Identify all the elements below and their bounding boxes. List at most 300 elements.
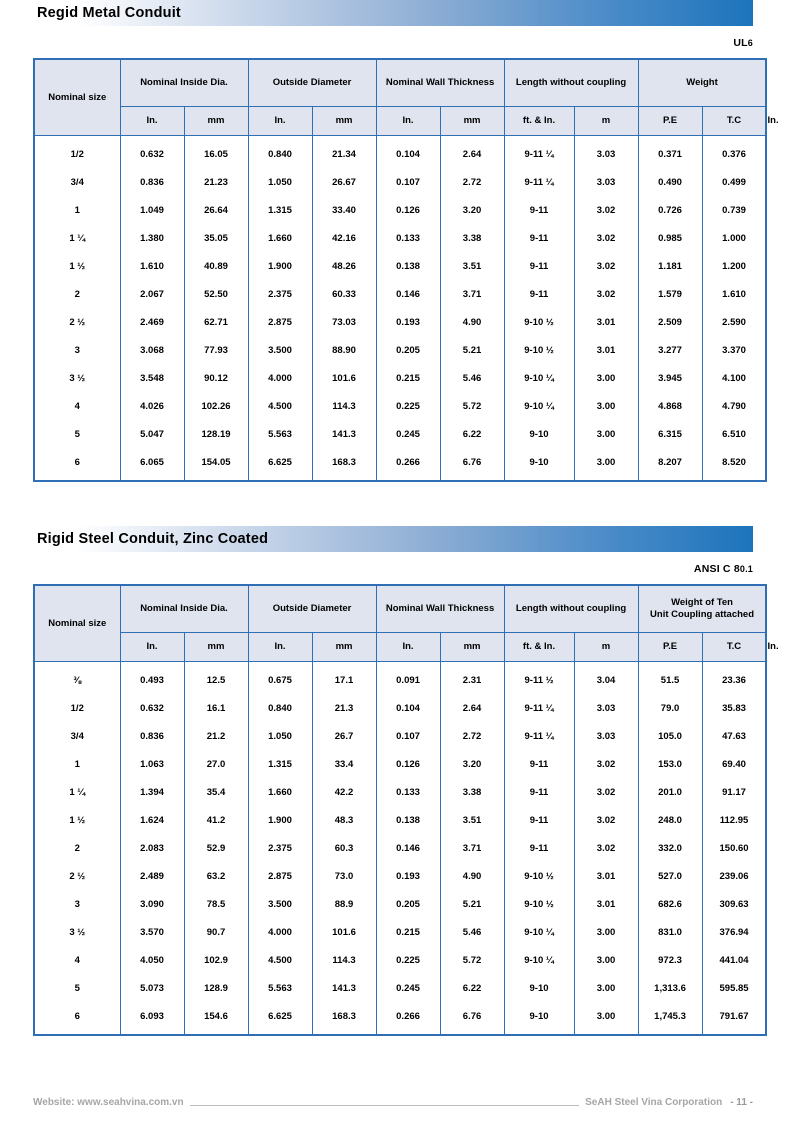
table-cell: 0.632: [120, 136, 184, 169]
table-cell: 0.193: [376, 308, 440, 336]
table-cell: 9-10: [504, 448, 574, 481]
page-footer: [33, 1097, 753, 1108]
table-cell: 2.509: [638, 308, 702, 336]
rigid-steel-conduit-zinc-coated-table: [33, 584, 779, 1036]
table-cell: 79.0: [638, 694, 702, 722]
table-cell: 1.579: [638, 280, 702, 308]
footer-page-number: - 11 -: [730, 1097, 753, 1108]
table-cell: 5.563: [248, 420, 312, 448]
table-cell: 4.050: [120, 946, 184, 974]
table-cell: 6.76: [440, 1002, 504, 1035]
table-cell: 3.00: [574, 974, 638, 1002]
table-cell: 9-10 ½: [504, 336, 574, 364]
table-cell: 102.26: [184, 392, 248, 420]
table-cell: 3.02: [574, 196, 638, 224]
table-cell: 73.03: [312, 308, 376, 336]
table-cell: 0.376: [702, 136, 766, 169]
table-cell: 0.215: [376, 364, 440, 392]
table-cell: 4.500: [248, 392, 312, 420]
table-cell: 3.71: [440, 834, 504, 862]
header-weight: Weight: [638, 59, 766, 107]
table-cell: 1,745.3: [638, 1002, 702, 1035]
table-cell: 3.04: [574, 662, 638, 695]
table-cell: 0.104: [376, 694, 440, 722]
table1-group-header-row: [34, 59, 766, 107]
unit-wall-in: mm: [440, 107, 504, 136]
table-cell: 831.0: [638, 918, 702, 946]
header-weight-of-ten: [638, 585, 766, 633]
table-cell: 88.90: [312, 336, 376, 364]
table-cell: 3.38: [440, 778, 504, 806]
table-cell: 0.836: [120, 168, 184, 196]
table-cell: 3.03: [574, 694, 638, 722]
table-cell: 9-11: [504, 778, 574, 806]
table-cell: 0.107: [376, 168, 440, 196]
table-cell: 3.00: [574, 364, 638, 392]
header-nominal-wall-thickness: Nominal Wall Thickness: [376, 585, 504, 633]
table-cell: 3.20: [440, 196, 504, 224]
unit-outside-mm: In.: [376, 633, 440, 662]
standard-text-1-small: 6: [747, 38, 753, 48]
cell-nominal-size: 4: [34, 946, 120, 974]
table-cell: 154.6: [184, 1002, 248, 1035]
cell-nominal-size: 1: [34, 750, 120, 778]
table-cell: 9-11: [504, 806, 574, 834]
table-cell: 1.315: [248, 196, 312, 224]
table-cell: 5.563: [248, 974, 312, 1002]
table-cell: 4.90: [440, 308, 504, 336]
table-cell: 3.370: [702, 336, 766, 364]
table-cell: 101.6: [312, 364, 376, 392]
table-row: [34, 778, 766, 806]
table-cell: 2.31: [440, 662, 504, 695]
table-cell: 2.875: [248, 862, 312, 890]
table-cell: 1.380: [120, 224, 184, 252]
table-cell: 9-11: [504, 750, 574, 778]
cell-nominal-size: 6: [34, 1002, 120, 1035]
table-cell: 47.63: [702, 722, 766, 750]
table-cell: 9-11 ¼: [504, 136, 574, 169]
table-cell: 3.945: [638, 364, 702, 392]
table-cell: 91.17: [702, 778, 766, 806]
table-cell: 1.660: [248, 224, 312, 252]
table-row: [34, 662, 766, 695]
table-cell: 73.0: [312, 862, 376, 890]
cell-nominal-size: 3: [34, 336, 120, 364]
table-cell: 1.315: [248, 750, 312, 778]
table-cell: 0.126: [376, 196, 440, 224]
table-cell: 2.375: [248, 280, 312, 308]
table-cell: 48.3: [312, 806, 376, 834]
table2-group-header-row: [34, 585, 766, 633]
table-cell: 8.520: [702, 448, 766, 481]
table-cell: 3.38: [440, 224, 504, 252]
header-nominal-inside-dia: Nominal Inside Dia.: [120, 59, 248, 107]
table-cell: 5.047: [120, 420, 184, 448]
table-row: [34, 890, 766, 918]
table-cell: 1.610: [702, 280, 766, 308]
table-cell: 114.3: [312, 392, 376, 420]
cell-nominal-size: 3: [34, 890, 120, 918]
table-cell: 42.16: [312, 224, 376, 252]
table-cell: 0.985: [638, 224, 702, 252]
table-cell: 102.9: [184, 946, 248, 974]
unit-wall-in: mm: [440, 633, 504, 662]
unit-wall-mm: ft. & In.: [504, 633, 574, 662]
table-cell: 5.21: [440, 336, 504, 364]
table-cell: 0.146: [376, 280, 440, 308]
table-cell: 63.2: [184, 862, 248, 890]
cell-nominal-size: 2: [34, 280, 120, 308]
table-cell: 9-11: [504, 196, 574, 224]
table-cell: 0.146: [376, 834, 440, 862]
table-cell: 16.05: [184, 136, 248, 169]
table-cell: 527.0: [638, 862, 702, 890]
cell-nominal-size: 3/4: [34, 722, 120, 750]
table-cell: 3.02: [574, 224, 638, 252]
cell-nominal-size: 3/4: [34, 168, 120, 196]
header-length-without-coupling: Length without coupling: [504, 59, 638, 107]
table-cell: 0.205: [376, 336, 440, 364]
table-cell: 3.01: [574, 890, 638, 918]
table-cell: 4.90: [440, 862, 504, 890]
table-cell: 4.026: [120, 392, 184, 420]
table-cell: 0.490: [638, 168, 702, 196]
table-row: [34, 750, 766, 778]
cell-nominal-size: ⅜: [34, 662, 120, 695]
table-cell: 9-11 ¼: [504, 722, 574, 750]
table-cell: 0.266: [376, 448, 440, 481]
header-outside-diameter: Outside Diameter: [248, 59, 376, 107]
table-cell: 4.868: [638, 392, 702, 420]
table-cell: 33.4: [312, 750, 376, 778]
table-row: [34, 308, 766, 336]
table-cell: 791.67: [702, 1002, 766, 1035]
table-cell: 0.133: [376, 778, 440, 806]
table-cell: 0.726: [638, 196, 702, 224]
table-cell: 0.133: [376, 224, 440, 252]
cell-nominal-size: 1/2: [34, 136, 120, 169]
table-cell: 5.72: [440, 946, 504, 974]
unit-inside-mm: In.: [248, 633, 312, 662]
standard-label-1: [33, 37, 753, 49]
table-cell: 23.36: [702, 662, 766, 695]
table-cell: 26.64: [184, 196, 248, 224]
table-cell: 69.40: [702, 750, 766, 778]
table-cell: 3.51: [440, 806, 504, 834]
table-cell: 77.93: [184, 336, 248, 364]
table-row: [34, 834, 766, 862]
table-cell: 9-10 ¼: [504, 946, 574, 974]
table-cell: 0.499: [702, 168, 766, 196]
table-cell: 5.72: [440, 392, 504, 420]
table-cell: 1.900: [248, 252, 312, 280]
table-cell: 3.01: [574, 308, 638, 336]
table-cell: 2.875: [248, 308, 312, 336]
table-cell: 3.51: [440, 252, 504, 280]
table-cell: 1.200: [702, 252, 766, 280]
table-cell: 3.02: [574, 280, 638, 308]
table-cell: 2.489: [120, 862, 184, 890]
table-cell: 2.64: [440, 694, 504, 722]
table-row: [34, 694, 766, 722]
table-cell: 150.60: [702, 834, 766, 862]
unit-inside-in: mm: [184, 107, 248, 136]
table-cell: 201.0: [638, 778, 702, 806]
table-cell: 9-10: [504, 974, 574, 1002]
table-cell: 5.46: [440, 918, 504, 946]
table2-unit-header-row: In. mm In. mm In. mm ft. & In. m P.E T.C In.: [34, 633, 766, 662]
table-cell: 0.840: [248, 694, 312, 722]
table-cell: 3.00: [574, 392, 638, 420]
table-cell: 4.000: [248, 364, 312, 392]
table-cell: 90.12: [184, 364, 248, 392]
header-length-without-coupling: Length without coupling: [504, 585, 638, 633]
table-cell: 248.0: [638, 806, 702, 834]
table-cell: 35.4: [184, 778, 248, 806]
table-cell: 5.46: [440, 364, 504, 392]
table-cell: 0.245: [376, 420, 440, 448]
table-cell: 595.85: [702, 974, 766, 1002]
table-cell: 52.9: [184, 834, 248, 862]
header-outside-diameter: Outside Diameter: [248, 585, 376, 633]
table-cell: 9-10 ½: [504, 890, 574, 918]
table-cell: 62.71: [184, 308, 248, 336]
table-cell: 3.548: [120, 364, 184, 392]
table-cell: 0.266: [376, 1002, 440, 1035]
unit-outside-mm: In.: [376, 107, 440, 136]
table-cell: 1.181: [638, 252, 702, 280]
table-cell: 376.94: [702, 918, 766, 946]
table-cell: 6.625: [248, 1002, 312, 1035]
table-cell: 9-10 ½: [504, 862, 574, 890]
table-cell: 0.205: [376, 890, 440, 918]
unit-inside-mm: In.: [248, 107, 312, 136]
table-cell: 6.625: [248, 448, 312, 481]
table-cell: 21.3: [312, 694, 376, 722]
table-cell: 0.138: [376, 252, 440, 280]
table-cell: 9-11 ½: [504, 662, 574, 695]
table-cell: 52.50: [184, 280, 248, 308]
unit-nominal-size: In.: [120, 107, 184, 136]
unit-weight-pe: T.C: [702, 633, 766, 662]
unit-length-ftin: m: [574, 633, 638, 662]
footer-website[interactable]: Website: www.seahvina.com.vn: [33, 1097, 184, 1108]
table-cell: 0.225: [376, 392, 440, 420]
table-cell: 9-10: [504, 420, 574, 448]
table-row: [34, 336, 766, 364]
table-row: [34, 1002, 766, 1035]
table-cell: 26.67: [312, 168, 376, 196]
table-cell: 9-11: [504, 224, 574, 252]
table-cell: 1.000: [702, 224, 766, 252]
unit-wall-mm: ft. & In.: [504, 107, 574, 136]
header-nominal-wall-thickness: Nominal Wall Thickness: [376, 59, 504, 107]
cell-nominal-size: 1 ¼: [34, 224, 120, 252]
table-cell: 3.03: [574, 136, 638, 169]
table2-body: [34, 662, 766, 1036]
table-cell: 3.570: [120, 918, 184, 946]
table-cell: 21.23: [184, 168, 248, 196]
table-row: [34, 252, 766, 280]
cell-nominal-size: 3 ½: [34, 364, 120, 392]
unit-weight-pe: T.C: [702, 107, 766, 136]
cell-nominal-size: 2 ½: [34, 308, 120, 336]
header-nominal-inside-dia: Nominal Inside Dia.: [120, 585, 248, 633]
table-cell: 51.5: [638, 662, 702, 695]
table-cell: 0.493: [120, 662, 184, 695]
table-row: [34, 196, 766, 224]
table-cell: 0.107: [376, 722, 440, 750]
table-cell: 9-10 ¼: [504, 918, 574, 946]
table-cell: 9-11: [504, 834, 574, 862]
table-row: [34, 918, 766, 946]
table-cell: 3.01: [574, 336, 638, 364]
table-cell: 9-11 ¼: [504, 694, 574, 722]
table-row: [34, 168, 766, 196]
table-row: [34, 364, 766, 392]
table-cell: 6.22: [440, 420, 504, 448]
cell-nominal-size: 1 ¼: [34, 778, 120, 806]
table-cell: 105.0: [638, 722, 702, 750]
table-cell: 21.2: [184, 722, 248, 750]
cell-nominal-size: 2 ½: [34, 862, 120, 890]
table-cell: 9-10 ¼: [504, 392, 574, 420]
unit-outside-in: mm: [312, 107, 376, 136]
table-cell: 4.000: [248, 918, 312, 946]
table-cell: 0.215: [376, 918, 440, 946]
table-cell: 78.5: [184, 890, 248, 918]
section-title-bar-1: [33, 0, 753, 26]
table-cell: 3.500: [248, 890, 312, 918]
table-cell: 0.371: [638, 136, 702, 169]
table-cell: 1.900: [248, 806, 312, 834]
table-cell: 114.3: [312, 946, 376, 974]
table-row: [34, 448, 766, 481]
table-cell: 1.050: [248, 168, 312, 196]
unit-nominal-size: In.: [120, 633, 184, 662]
table-cell: 0.138: [376, 806, 440, 834]
table-cell: 41.2: [184, 806, 248, 834]
table-cell: 3.02: [574, 252, 638, 280]
unit-outside-in: mm: [312, 633, 376, 662]
section-title-1: Regid Metal Conduit: [37, 5, 181, 21]
table-cell: 1.624: [120, 806, 184, 834]
table-cell: 3.00: [574, 448, 638, 481]
cell-nominal-size: 6: [34, 448, 120, 481]
table-cell: 0.104: [376, 136, 440, 169]
table-cell: 9-10 ½: [504, 308, 574, 336]
table-cell: 6.093: [120, 1002, 184, 1035]
table-cell: 3.02: [574, 834, 638, 862]
table-cell: 2.067: [120, 280, 184, 308]
table-cell: 6.76: [440, 448, 504, 481]
footer-divider-rule: [190, 1105, 580, 1106]
table-cell: 239.06: [702, 862, 766, 890]
table-cell: 6.22: [440, 974, 504, 1002]
table-cell: 60.3: [312, 834, 376, 862]
table-cell: 9-11: [504, 252, 574, 280]
table-cell: 2.72: [440, 168, 504, 196]
table-row: [34, 280, 766, 308]
cell-nominal-size: 5: [34, 974, 120, 1002]
table-cell: 2.083: [120, 834, 184, 862]
table-cell: 26.7: [312, 722, 376, 750]
header-weight-line2: Unit Coupling attached: [650, 609, 755, 620]
table-cell: 17.1: [312, 662, 376, 695]
table-cell: 2.469: [120, 308, 184, 336]
table-cell: 33.40: [312, 196, 376, 224]
table-cell: 3.02: [574, 806, 638, 834]
section-title-2: Rigid Steel Conduit, Zinc Coated: [37, 531, 269, 547]
table-cell: 4.100: [702, 364, 766, 392]
table1-unit-header-row: In. mm In. mm In. mm ft. & In. m P.E T.C In.: [34, 107, 766, 136]
section-title-bar-2: [33, 526, 753, 552]
section-spacer: [33, 482, 753, 526]
cell-nominal-size: 1 ½: [34, 806, 120, 834]
table-cell: 40.89: [184, 252, 248, 280]
rigid-metal-conduit-table: [33, 58, 779, 482]
table-cell: 1.049: [120, 196, 184, 224]
table-cell: 3.01: [574, 862, 638, 890]
table-cell: 3.500: [248, 336, 312, 364]
table-cell: 3.02: [574, 778, 638, 806]
table-cell: 3.03: [574, 722, 638, 750]
standard-text-2: ANSI C 8: [693, 563, 740, 575]
cell-nominal-size: 1: [34, 196, 120, 224]
table-cell: 332.0: [638, 834, 702, 862]
table-row: [34, 862, 766, 890]
table-cell: 2.72: [440, 722, 504, 750]
table-cell: 60.33: [312, 280, 376, 308]
table-cell: 141.3: [312, 974, 376, 1002]
cell-nominal-size: 4: [34, 392, 120, 420]
table-cell: 16.1: [184, 694, 248, 722]
table-cell: 0.245: [376, 974, 440, 1002]
cell-nominal-size: 1 ½: [34, 252, 120, 280]
cell-nominal-size: 2: [34, 834, 120, 862]
standard-text-2-small: 0.1: [739, 564, 753, 574]
table-cell: 8.207: [638, 448, 702, 481]
table-cell: 112.95: [702, 806, 766, 834]
table-cell: 6.315: [638, 420, 702, 448]
table-cell: 6.510: [702, 420, 766, 448]
table-cell: 101.6: [312, 918, 376, 946]
table-cell: 9-10 ¼: [504, 364, 574, 392]
table-cell: 9-10: [504, 1002, 574, 1035]
table-row: [34, 420, 766, 448]
table-row: [34, 722, 766, 750]
unit-length-m: P.E: [638, 107, 702, 136]
table-cell: 6.065: [120, 448, 184, 481]
table-cell: 88.9: [312, 890, 376, 918]
table-cell: 48.26: [312, 252, 376, 280]
table-cell: 1.610: [120, 252, 184, 280]
table-cell: 5.21: [440, 890, 504, 918]
table-cell: 128.19: [184, 420, 248, 448]
table-cell: 90.7: [184, 918, 248, 946]
table-cell: 35.05: [184, 224, 248, 252]
table-row: [34, 224, 766, 252]
table-cell: 0.675: [248, 662, 312, 695]
table-cell: 0.836: [120, 722, 184, 750]
table-cell: 0.739: [702, 196, 766, 224]
table-cell: 168.3: [312, 1002, 376, 1035]
table-cell: 27.0: [184, 750, 248, 778]
table-cell: 168.3: [312, 448, 376, 481]
table-cell: 5.073: [120, 974, 184, 1002]
unit-length-ftin: m: [574, 107, 638, 136]
